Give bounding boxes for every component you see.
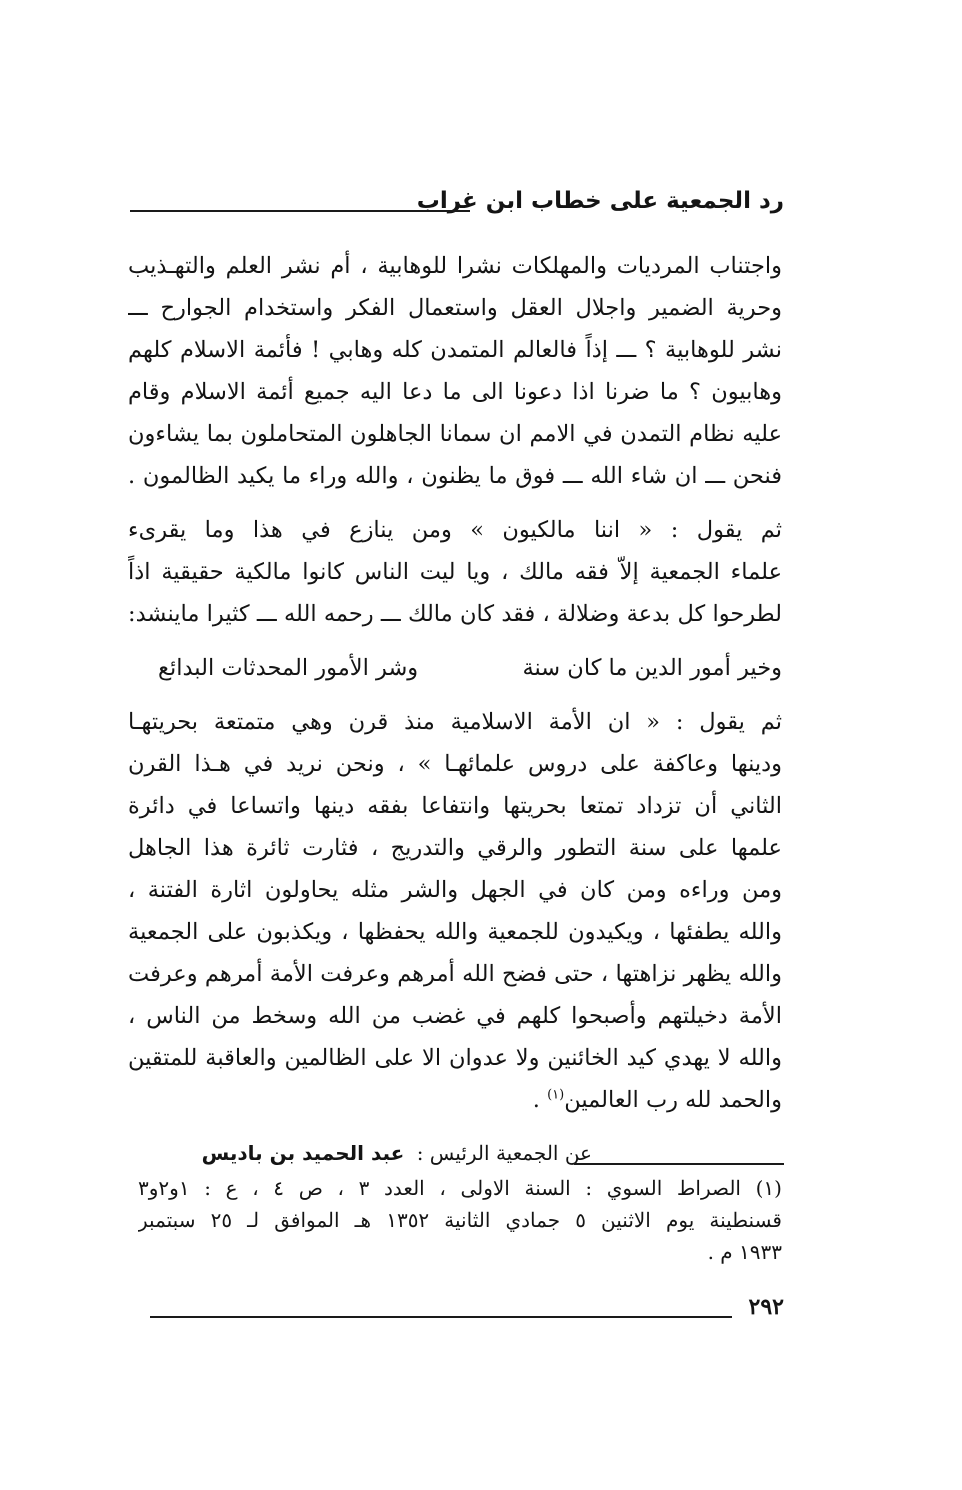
- text-line: والله يطفئها ، ويكيدون للجمعية والله يحفظها ، ويكذبون على الجمعية: [128, 919, 782, 945]
- text-line: والله لا يهدي كيد الخائنين ولا عدوان الا على الظالمين والعاقبة للمتقين: [128, 1045, 782, 1071]
- footer-rule: [150, 1316, 732, 1318]
- running-header-title: رد الجمعية على خطاب ابن غراب: [416, 188, 784, 214]
- footnote-rule: [574, 1163, 784, 1165]
- text-line: الأمة دخيلتهم وأصبحوا كلهم في غضب من الله وسخط من الناس ،: [128, 1003, 782, 1029]
- text-line: علماء الجمعية إلاّ فقه مالك ، ويا ليت الناس كانوا مالكية حقيقية اذاً: [128, 559, 782, 585]
- text-line-last: [128, 1079, 782, 1121]
- paragraph-3: [128, 701, 782, 1121]
- text-line: ودينها وعاكفة على دروس علمائهـا » ، ونحن نريد في هـذا القرن: [128, 751, 782, 777]
- text-line: وهابيون ؟ ما ضرنا اذا دعونا الى ما دعا اليه جميع أئمة الاسلام وقام: [128, 379, 782, 405]
- footnote: [138, 1172, 782, 1268]
- text-line: علمها على سنة التطور والرقي والتدريج ، فثارت ثائرة هذا الجاهل: [128, 835, 782, 861]
- signature-prefix: عن الجمعية الرئيس :: [416, 1141, 592, 1165]
- body-text: [128, 245, 782, 1173]
- text-line: ثم يقول : « اننا مالكيون » ومن ينازع في هذا وما يقرىء: [128, 517, 782, 543]
- last-line-end: .: [532, 1087, 548, 1113]
- paragraph-2: [128, 509, 782, 635]
- footnote-line: ١٩٣٣ م .: [707, 1240, 782, 1264]
- text-line: وحرية الضمير واجلال العقل واستعمال الفكر واستخدام الجوارح ـــ: [128, 295, 782, 321]
- text-line: الثاني أن تزداد تمتعا بحريتها وانتفاعا بفقه دينها واتساعا في دائرة: [128, 793, 782, 819]
- text-line: والله يظهر نزاهتها ، حتى فضح الله أمرهم وعرفت الأمة أمرهم وعرفت: [128, 961, 782, 987]
- paragraph-1: [128, 245, 782, 497]
- text-line: ومن وراءه ومن كان في الجهل والشر مثله يحاولون اثارة الفتنة ،: [128, 877, 782, 903]
- running-header: [130, 180, 784, 220]
- header-rule: [130, 210, 470, 212]
- footnote-line: قسنطينة يوم الاثنين ٥ جمادي الثانية ١٣٥٢ هـ الموافق لـ ٢٥ سبتمبر: [138, 1208, 782, 1232]
- footnote-reference[interactable]: (١): [547, 1087, 565, 1103]
- text-line: فنحن ـــ ان شاء الله ـــ فوق ما يظنون ، والله وراء ما يكيد الظالمون .: [128, 463, 782, 489]
- signature: [128, 1133, 782, 1173]
- last-line-text: والحمد لله رب العالمين: [564, 1087, 782, 1113]
- text-line: عليه نظام التمدن في الامم ان سمانا الجاهلون المتحاملون بما يشاءون: [128, 421, 782, 447]
- signature-name: عبد الحميد بن باديس: [201, 1141, 405, 1165]
- poem-verse: [128, 647, 782, 689]
- page-footer: [150, 1290, 784, 1330]
- verse-second-hemistich: وشر الأمور المحدثات البدائع: [158, 655, 419, 681]
- text-line: واجتناب المرديات والمهلكات نشرا للوهابية ، أم نشر العلم والتهـذيب: [128, 253, 782, 279]
- page-number: ٢٩٢: [748, 1294, 784, 1320]
- text-line: نشر للوهابية ؟ ـــ إذاً فالعالم المتمدن كله وهابي ! فأئمة الاسلام كلهم: [128, 337, 782, 363]
- text-line: ثم يقول : « ان الأمة الاسلامية منذ قرن وهي متمتعة بحريتهـا: [128, 709, 782, 735]
- footnote-line: (١) الصراط السوي : السنة الاولى ، العدد ٣ ، ص ٤ ، ع : ١و٢و٣: [138, 1176, 782, 1200]
- verse-first-hemistich: وخير أمور الدين ما كان سنة: [522, 655, 782, 681]
- text-line: لطرحوا كل بدعة وضلالة ، فقد كان مالك ـــ رحمه الله ـــ كثيرا ماينشد:: [128, 601, 782, 627]
